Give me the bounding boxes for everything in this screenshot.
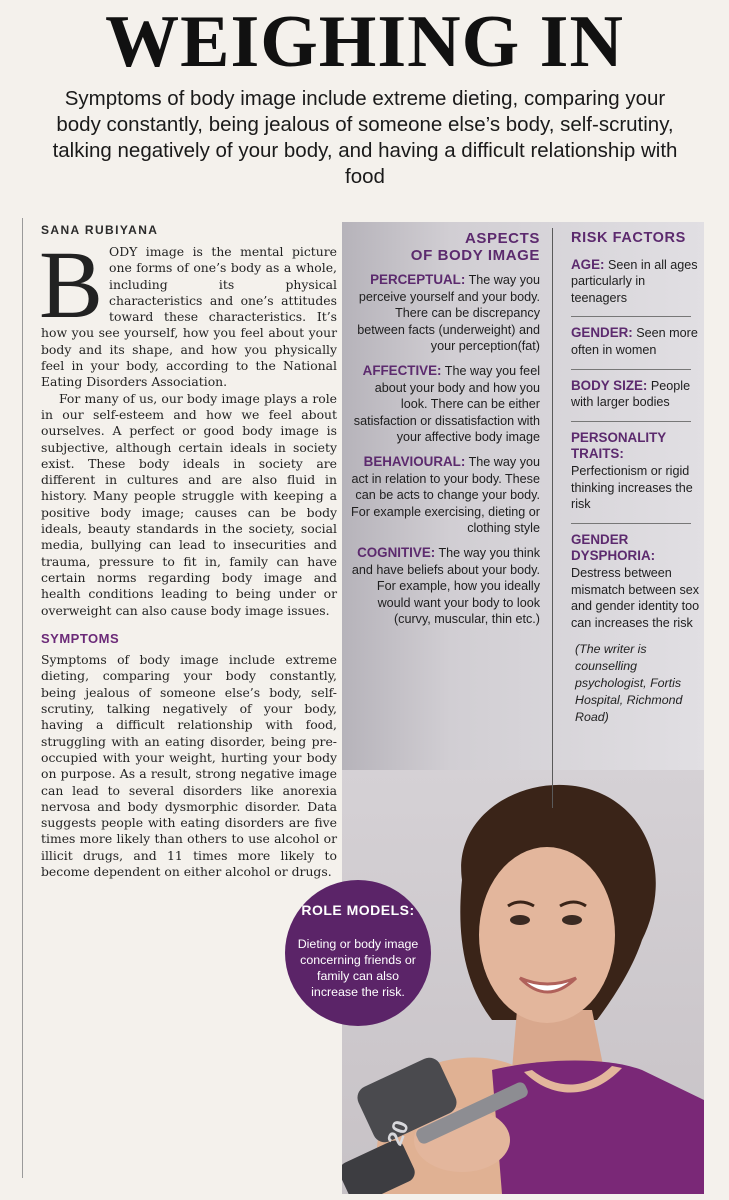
risk-factors-title: RISK FACTORS (571, 230, 686, 246)
role-models-title: ROLE MODELS: (301, 902, 415, 918)
headline: WEIGHING IN (105, 1, 624, 83)
second-paragraph: For many of us, our body image plays a role in our self-esteem and how we feel about ourselves. A perfect or good body image is subjective, although certain ideals in society exist. These body ideals in society are different in cultures and are also fluid in history. Many people struggle with keeping a positive body image; causes can be body ideals, beauty standards in the society, social media, bullying can lead to insecurities and trauma, pressure to fit in, family can have certain norms regarding body image and health conditions leading to being under or overweight can also cause body image issues. (41, 390, 337, 618)
risk-item-gender (571, 325, 701, 358)
symptoms-paragraph: Symptoms of body image include extreme dieting, comparing your body constantly, being jealous of someone else’s body, self-scrutiny, talking negatively of your body, having a difficult relationship with food, struggling with an eating disorder, being pre-occupied with your weight, hurting your body on purpose. As a result, strong negative image can lead to several disorders like anorexia nervosa and body dysmorphic disorder. Data suggests people with eating disorders are five times more likely than others to use alcohol or illicit drugs, and 11 times more likely to become dependent on either alcohol or drugs. (41, 652, 337, 879)
risk-text: People with larger bodies (571, 378, 691, 410)
aspect-label: PERCEPTUAL: (370, 272, 466, 287)
deck-subtitle: Symptoms of body image include extreme dieting, comparing your body constantly, being jealous of someone else’s body, self-scrutiny, talking negatively of your body, and having a difficult relationship with food (52, 87, 678, 188)
aspect-item-behavioural (350, 454, 540, 537)
aspect-item-cognitive (350, 545, 540, 628)
risk-item-gender-dysphoria (571, 532, 701, 632)
dumbbell-number: 20 (381, 1117, 414, 1149)
intro-paragraph (39, 231, 337, 391)
sidebar-column-divider (552, 228, 553, 808)
risk-label: GENDER: (571, 325, 633, 341)
risk-label: AGE: (571, 256, 605, 272)
aspect-label: AFFECTIVE: (362, 362, 442, 378)
divider (571, 421, 691, 422)
risk-item-personality-traits (571, 430, 701, 513)
risk-text: Perfectionism or rigid thinking increases the risk (571, 463, 693, 512)
left-column-rule (22, 218, 23, 1178)
intro-paragraph-text: ODY image is the mental picture one forms of one’s body as a whole, including its physical characteristics and one’s attitudes toward these characteristics. It’s how you see yourself, how you feel about your body and its shape, and how you physically feel in your body, according to the National Eating Disorders Association. (41, 244, 337, 390)
byline: SANA RUBIYANA (41, 223, 159, 237)
risk-label: BODY SIZE: (571, 377, 648, 393)
risk-factors-column (571, 230, 701, 726)
aspect-label: BEHAVIOURAL: (363, 453, 466, 469)
role-models-text: Dieting or body image concerning friends or family can also increase the risk. (297, 937, 419, 999)
risk-label: GENDER DYSPHORIA: (571, 531, 656, 564)
risk-label: PERSONALITY TRAITS: (571, 429, 666, 462)
divider (571, 316, 691, 317)
risk-item-body-size (571, 378, 701, 411)
aspect-text: The way you think and have beliefs about your body. For example, how you ideally would want your body to look (curvy, muscular, thin etc.) (351, 545, 540, 627)
divider (571, 369, 691, 370)
article-body (39, 231, 337, 880)
risk-text: Seen in all ages particularly in teenagers (571, 257, 698, 305)
aspect-text: The way you act in relation to your body. These can be acts to change your body. For example exercising, dieting or clothing style (351, 454, 540, 536)
aspects-of-body-image-column (350, 230, 540, 636)
divider (571, 523, 691, 524)
aspect-item-perceptual (350, 272, 540, 355)
dropcap: B (39, 231, 104, 338)
aspect-text: The way you feel about your body and how you look. There can be either satisfaction or dissatisfaction with your affective body image (353, 363, 540, 445)
aspects-title-line1: ASPECTS (464, 230, 540, 247)
aspect-item-affective (350, 363, 540, 446)
risk-item-age (571, 257, 701, 307)
role-models-callout (285, 880, 431, 1026)
aspects-title (350, 230, 540, 264)
aspect-text: The way you perceive yourself and your body. There can be discrepancy between facts (underweight) and your perception(fat) (357, 273, 540, 354)
risk-text: Seen more often in women (571, 326, 698, 357)
writer-credit: (The writer is counselling psychologist, Fortis Hospital, Richmond Road) (575, 642, 683, 725)
risk-text: Destress between mismatch between sex and gender identity too can increases the risk (571, 565, 700, 630)
aspect-label: COGNITIVE: (357, 544, 436, 560)
aspects-title-line2: OF BODY IMAGE (410, 247, 540, 264)
symptoms-heading: SYMPTOMS (41, 630, 120, 646)
